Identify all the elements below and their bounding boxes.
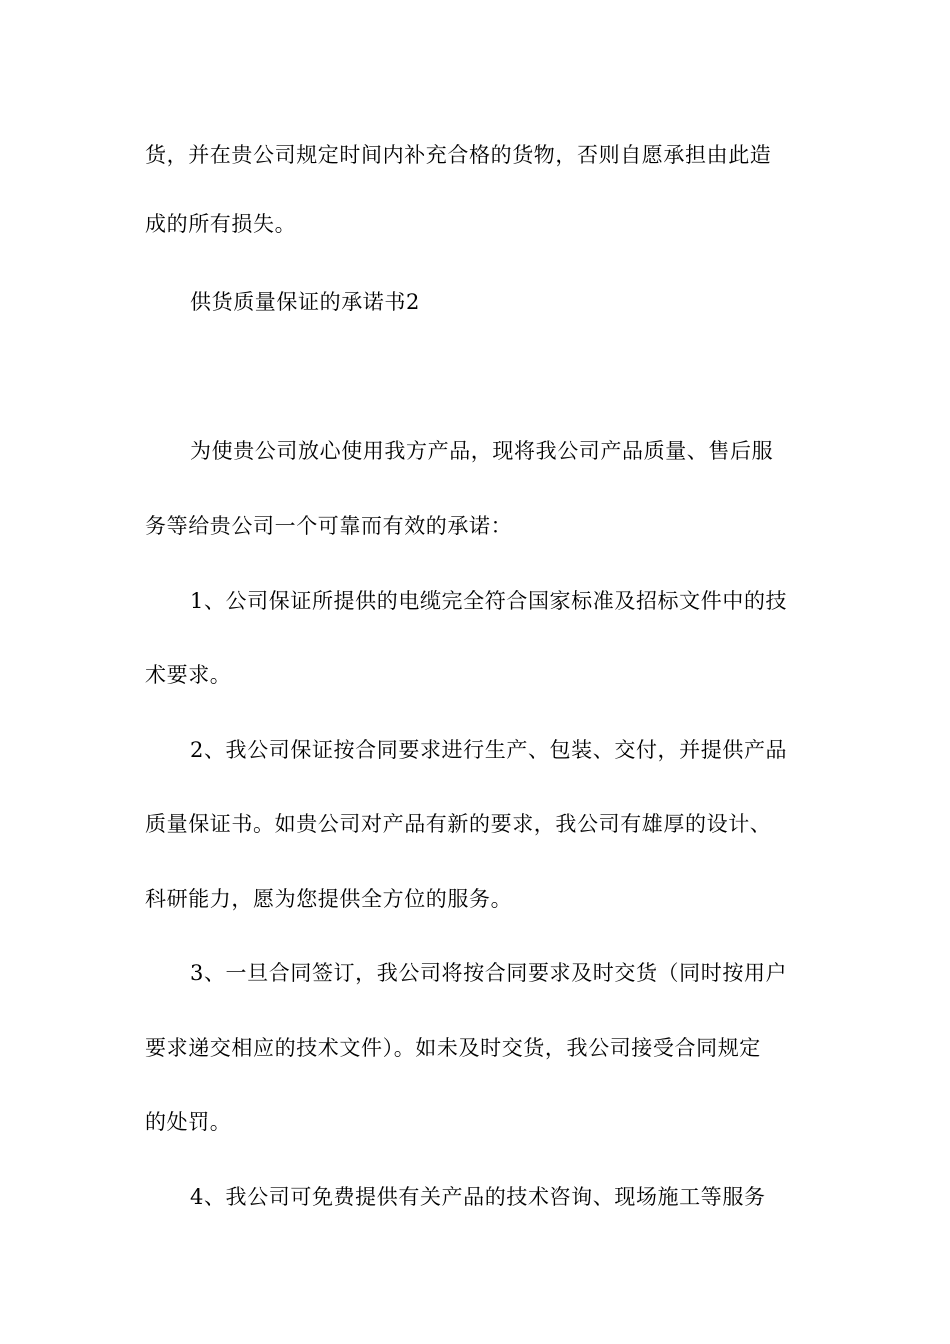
list-item-1-line: 1、公司保证所提供的电缆完全符合国家标准及招标文件中的技 [190, 589, 788, 613]
paragraph-line: 成的所有损失。 [145, 212, 297, 236]
list-item-3-line: 3、一旦合同签订，我公司将按合同要求及时交货（同时按用户 [190, 961, 788, 985]
list-item-2-line: 2、我公司保证按合同要求进行生产、包装、交付，并提供产品 [190, 738, 788, 762]
paragraph-line: 货，并在贵公司规定时间内补充合格的货物，否则自愿承担由此造 [145, 143, 772, 167]
list-item-1-line: 术要求。 [145, 663, 232, 687]
list-item-3-line: 的处罚。 [145, 1110, 232, 1134]
list-item-3-line: 要求递交相应的技术文件）。如未及时交货，我公司接受合同规定 [145, 1036, 761, 1060]
section-title: 供货质量保证的承诺书2 [190, 290, 420, 314]
list-item-2-line: 科研能力，愿为您提供全方位的服务。 [145, 887, 513, 911]
paragraph-line: 为使贵公司放心使用我方产品，现将我公司产品质量、售后服 [190, 439, 774, 463]
paragraph-line: 务等给贵公司一个可靠而有效的承诺： [145, 514, 513, 538]
list-item-4-line: 4、我公司可免费提供有关产品的技术咨询、现场施工等服务 [190, 1185, 766, 1209]
list-item-2-line: 质量保证书。如贵公司对产品有新的要求，我公司有雄厚的设计、 [145, 812, 772, 836]
